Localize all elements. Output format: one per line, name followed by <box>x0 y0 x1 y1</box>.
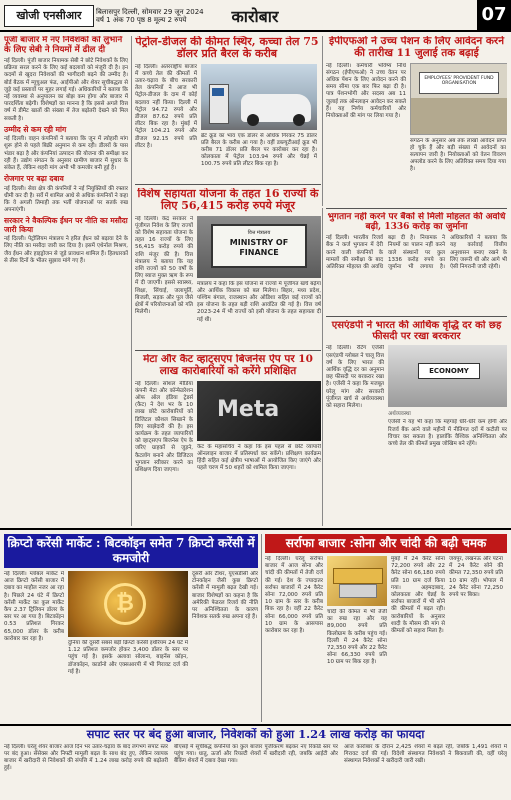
story-special <box>135 188 321 348</box>
edition-info <box>96 8 204 24</box>
epfo-sign: EMPLOYEES' PROVIDENT FUND ORGANISATION <box>419 72 499 94</box>
masthead <box>0 0 511 32</box>
body-crypto-1: नई दिल्ली। ग्लोबल मार्केट में आज क्रिप्टो करेंसी बाजार में दबाव का माहौल नजर आ रहा है। पिछले 24 घंटे में क्रिप्टो करेंसी मार्केट का कुल मार्केट कैप 2.37 ट्रिलियन डॉलर के स्तर पर आ गया है। बिटकॉइन 0.53 प्रतिशत गिरकर 65,000 डॉलर के करीब कारोबार कर रहा है। <box>4 571 64 642</box>
headline-snp: एसएंडपी ने भारत की आर्थिक वृद्धि दर को छह फीसदी पर रखा बरकरार <box>331 320 502 343</box>
story-bullion <box>265 534 507 722</box>
body-meta-1: नई दिल्ली। सोशल मीडिया कंपनी मेटा और कॉन्फेडरेशन ऑफ ऑल इंडिया ट्रेडर्स (कैट) ने देश भर के 10 लाख छोटे कारोबारियों को डिजिटल कौशल सिखाने के लिए साझेदारी की है। इस कार्यक्रम के तहत व्यापारियों को व्हाट्सएप बिजनेस ऐप के जरिए ग्राहकों से जुड़ने, कैटलॉग बनाने और डिजिटल भुगतान स्वीकार करने का प्रशिक्षण दिया जाएगा। <box>135 380 193 473</box>
body-sensex-3: आज कारोबार के दौरान 2,425 शेयरों में बढ़त रही, जबकि 1,491 शेयरों में गिरावट दर्ज की गई। विदेशी संस्थागत निवेशकों ने बिकवाली की, वहीं घरेलू संस्थागत निवेशकों ने खरीदारी जारी रखी। <box>344 743 507 765</box>
headline-sensex: सपाट स्तर पर बंद हुआ बाजार, निवेशकों को हुआ 1.24 लाख करोड़ का फायदा <box>86 728 425 741</box>
caption-snp: अर्थव्यवस्था <box>388 411 411 418</box>
edition-date: बिलासपुर दिल्ली, सोमवार 29 जून 2024 <box>96 8 204 16</box>
meta-logo-photo <box>197 381 321 441</box>
body-special-2: मंत्रालय ने कहा कि इस योजना से राज्यों में पूंजीगत खर्च बढ़ेगा और आर्थिक विकास को बल मिलेगा। बिहार, मध्य प्रदेश, पश्चिम बंगाल, राजस्थान और ओडिशा सहित कई राज्यों को इस योजना के तहत बड़ी राशि आवंटित की गई है। वित्त वर्ष 2023-24 में भी राज्यों को इसी योजना के तहत सहायता दी गई थी। <box>197 280 321 323</box>
body-bullion-2: चांदी की कीमत में भी तेजी का रुख रहा और यह 89,000 रुपये प्रति किलोग्राम के करीब पहुंच गई। दिल्ली में 24 कैरेट सोना 72,350 रुपये और 22 कैरेट सोना 66,330 रुपये प्रति 10 ग्राम पर बिक रहा है। <box>327 609 387 666</box>
column-divider <box>322 208 323 526</box>
column-divider <box>131 36 132 526</box>
headline-epfo: ईपीएफओ ने उच्च पेंशन के लिए आवेदन करने की तारीख 11 जुलाई तक बढ़ाई <box>328 36 505 59</box>
meta-logo: Meta <box>217 396 280 422</box>
body-meta-2: कैट के महासचिव ने कहा कि इस पहल से छोटे व्यापारी ऑनलाइन बाजार में प्रतिस्पर्धा कर सकेंगे। प्रशिक्षण कार्यक्रम हिंदी सहित कई क्षेत्रीय भाषाओं में आयोजित किए जाएंगे और पहले चरण में 50 शहरों को शामिल किया जाएगा। <box>197 443 321 472</box>
story-npa <box>326 212 507 312</box>
headline-crypto: क्रिप्टो करेंसी मार्केट : बिटकॉइन समेत 7 क्रिप्टो करेंसी में कमजोरी <box>4 534 258 568</box>
epfo-office-photo <box>410 63 507 135</box>
subhead-left-1: उम्मीद से कम रही मांग <box>4 124 67 134</box>
subhead-left-2: रोजगार पर बढ़ा दबाव <box>4 174 64 184</box>
ministry-sign: MINISTRY OF FINANCE <box>229 237 289 257</box>
body-left-3: नई दिल्ली। सेवा क्षेत्र की कंपनियों ने नई नियुक्तियों की रफ्तार धीमी कर दी है। सर्वे में शामिल आधे से अधिक कंपनियों ने कहा कि वे अगली तिमाही तक भर्ती योजनाओं पर सतर्क रुख अपनाएंगी। <box>4 185 128 214</box>
bitcoin-photo <box>68 571 188 637</box>
section-divider <box>326 208 507 209</box>
economy-label: ECONOMY <box>418 363 480 379</box>
bitcoin-icon: ₿ <box>104 583 146 625</box>
subhead-left-3: सरकार ने वैकल्पिक ईंधन पर नीति का मसौदा जारी किया <box>4 216 128 234</box>
headline-special: विशेष सहायता योजना के तहत 16 राज्यों के लिए 56,415 करोड़ रुपये मंजूर <box>137 188 319 213</box>
body-npa: नई दिल्ली। भारतीय रिजर्व बैंक ने कर्ज भुगतान में देरी करने वाली कंपनियों के मामलों की समीक्षा के बाद अतिरिक्त मोहलत की अवधि बढ़ा दी है। नियामक ने नियमों का पालन नहीं करने वाले संस्थानों पर कुल 1336 करोड़ रुपये का जुर्माना भी लगाया है। अधिकारियों ने बताया कि यह कार्रवाई वित्तीय अनुशासन बनाए रखने के लिए जरूरी थी और आगे भी ऐसी निगरानी जारी रहेगी। <box>326 235 507 270</box>
headline-meta: मेटा और कैट व्हाट्सएप बिजनेस ऐप पर 10 लाख कारोबारियों को करेंगे प्रशिक्षित <box>143 354 313 377</box>
story-left <box>4 36 128 524</box>
body-sensex-2: बीएसई में सूचीबद्ध कंपनियों का कुल बाजार पूंजीकरण बढ़कर नए रिकॉर्ड स्तर पर पहुंच गया। धातु, ऊर्जा और रियल्टी शेयरों में खरीदारी रही, जबकि आईटी और बैंकिंग शेयरों में दबाव देखा गया। <box>174 743 338 765</box>
body-bullion-3: मुंबई में 24 कैरेट सोना 72,200 रुपये और 22 कैरेट सोना 66,180 रुपये प्रति 10 ग्राम दर्ज किया गया। अहमदाबाद, कोलकाता और चेन्नई के सर्राफा बाजारों में भी सोने की कीमतों में बढ़त रही। कारोबारियों के अनुसार शादी के मौसम की मांग से कीमतों को सहारा मिला है। <box>391 556 445 635</box>
headline-bullion: सर्राफा बाजार :सोना और चांदी की बढ़ी चमक <box>265 534 507 553</box>
column-divider <box>322 36 323 206</box>
body-epfo-2: संगठन के अनुसार अब तक लाखों आवेदन प्राप्त हो चुके हैं और बड़ी संख्या में आवेदनों का सत्यापन जारी है। नियोक्ताओं को वेतन विवरण अपलोड करने के लिए अतिरिक्त समय दिया गया है। <box>410 137 506 173</box>
body-snp-2: एजेंसी ने यह भी कहा कि महंगाई धीरे-धीरे कम होगी और रिजर्व बैंक आने वाले महीनों में नीतिगत दरों में कटौती पर विचार कर सकता है। हालांकि वैश्विक अनिश्चितता और कच्चे तेल की कीमतें प्रमुख जोखिम बने रहेंगे। <box>388 419 507 447</box>
body-left-4: नई दिल्ली। पेट्रोलियम मंत्रालय ने हरित ईंधन को बढ़ावा देने के लिए नीति का मसौदा जारी कर दिया है। इसमें एथेनॉल मिश्रण, जैव ईंधन और हाइड्रोजन से जुड़े प्रावधान शामिल हैं। हितधारकों से तीस दिनों के भीतर सुझाव मांगे गए हैं। <box>4 236 128 264</box>
page-number: 07 <box>477 0 511 30</box>
headline-left: पूंजी बाजार में नए निवेशकों को लुभाने के लिए सेबी ने नियमों में ढील दी <box>4 36 123 55</box>
story-sensex <box>4 728 507 798</box>
petrol-pump-photo <box>201 64 317 130</box>
section-divider <box>326 316 507 317</box>
headline-petrol: पेट्रोल-डीजल की कीमत स्थिर, कच्चा तेल 75 डॉलर प्रति बैरल के करीब <box>135 36 319 61</box>
body-left-2: नई दिल्ली। वाहन कंपनियों ने बताया कि जून में त्योहारी मांग शुरू होने से पहले बिक्री अनुमान से कम रही। डीलरों के पास भंडार बढ़ा है और कंपनियां उत्पादन की योजना की समीक्षा कर रही हैं। उद्योग संगठन के अनुसार ग्रामीण बाजार में सुधार के संकेत हैं, लेकिन शहरी मांग अभी भी कमजोर बनी हुई है। <box>4 136 128 172</box>
band-divider <box>0 724 511 726</box>
ministry-sign-hindi: वित्त मंत्रालय <box>247 229 271 236</box>
section-title: कारोबार <box>231 7 279 26</box>
body-petrol-1: नई दिल्ली। अंतरराष्ट्रीय बाजार में कच्चे तेल की कीमतों में उतार-चढ़ाव के बीच सरकारी तेल कंपनियों ने आज भी पेट्रोल-डीजल के दाम में कोई बदलाव नहीं किया। दिल्ली में पेट्रोल 94.72 रुपये और डीजल 87.62 रुपये प्रति लीटर बिक रहा है। मुंबई में पेट्रोल 104.21 रुपये और डीजल 92.15 रुपये प्रति लीटर है। <box>135 63 197 149</box>
newspaper-logo: खोजी एनसीआर <box>4 5 94 27</box>
body-bullion-1: नई दिल्ली। घरेलू सर्राफा बाजार में आज सोना और चांदी की कीमतों में तेजी दर्ज की गई। देश के ज्यादातर सर्राफा बाजारों में 24 कैरेट सोना 72,000 रुपये प्रति 10 ग्राम के स्तर के करीब बिक रहा है। वहीं 22 कैरेट सोना 66,000 रुपये प्रति 10 ग्राम के आसपास कारोबार कर रहा है। <box>265 556 323 635</box>
body-left-1: नई दिल्ली। पूंजी बाजार नियामक सेबी ने छोटे निवेशकों के लिए प्रक्रिया सरल करने के लिए कई बदलावों को मंजूरी दी है। इन कदमों से खुदरा निवेशकों की भागीदारी बढ़ने की उम्मीद है। बोर्ड बैठक में म्यूचुअल फंड, आईपीओ और शेयर सूचीबद्धता से जुड़े कई प्रस्तावों पर मुहर लगाई गई। अधिकारियों ने बताया कि नई व्यवस्था से अनुपालन का बोझ कम होगा और बाजार में पारदर्शिता बढ़ेगी। विशेषज्ञों का मानना है कि इससे अगले वित्त वर्ष में डीमैट खातों की संख्या में तेज बढ़ोतरी देखने को मिल सकती है। <box>4 58 128 122</box>
body-epfo-1: नई दिल्ली। कर्मचारी भविष्य निधि संगठन (ईपीएफओ) ने उच्च वेतन पर अधिक पेंशन के लिए आवेदन करने की समय सीमा एक बार फिर बढ़ा दी है। पात्र पेंशनभोगी और सदस्य अब 11 जुलाई तक ऑनलाइन आवेदन कर सकते हैं। यह निर्णय कर्मचारियों और नियोक्ताओं की मांग पर लिया गया है। <box>326 62 406 119</box>
body-bullion-4: जयपुर, लखनऊ और पटना में 24 कैरेट सोने की कीमत 72,350 रुपये प्रति 10 ग्राम रही। भोपाल में 24 कैरेट सोना 72,250 रुपये पर बिका। <box>449 556 503 599</box>
body-snp-1: नई दिल्ली। रेटिंग एजेंसी एसएंडपी ग्लोबल ने चालू वित्त वर्ष के लिए भारत की आर्थिक वृद्धि दर का अनुमान छह फीसदी पर बरकरार रखा है। एजेंसी ने कहा कि मजबूत घरेलू मांग और सरकारी पूंजीगत खर्च से अर्थव्यवस्था को सहारा मिलेगा। <box>326 345 384 409</box>
story-petrol <box>135 36 319 182</box>
column-divider <box>261 534 262 722</box>
body-sensex-1: नई दिल्ली। घरेलू शेयर बाजार आज दिन भर उतार-चढ़ाव के बाद लगभग सपाट स्तर पर बंद हुआ। सेंसेक्स और निफ्टी मामूली बढ़त के साथ बंद हुए, लेकिन व्यापक बाजार में खरीदारी से निवेशकों की संपत्ति में 1.24 लाख करोड़ रुपये की बढ़ोतरी हुई। <box>4 743 168 772</box>
body-petrol-2: ब्रेंट क्रूड का भाव एक डॉलर से अधिक गिरकर 75 डॉलर प्रति बैरल के करीब आ गया है। वहीं डब्ल्यूटीआई क्रूड भी करीब 71 डॉलर प्रति बैरल पर कारोबार कर रहा है। कोलकाता में पेट्रोल 103.94 रुपये और चेन्नई में 100.75 रुपये प्रति लीटर बिक रहा है। <box>201 132 317 168</box>
story-snp <box>326 320 507 524</box>
edition-issue: वर्ष 1 अंक 70 पृष्ठ 8 मूल्य 2 रुपये <box>96 16 187 24</box>
economy-photo <box>388 345 507 407</box>
section-divider <box>135 184 321 185</box>
band-divider <box>0 528 511 530</box>
story-meta <box>135 354 321 524</box>
gold-photo <box>327 556 387 606</box>
body-special-1: नई दिल्ली। केंद्र सरकार ने पूंजीगत निवेश के लिए राज्यों को विशेष सहायता योजना के तहत 16 राज्यों के लिए 56,415 करोड़ रुपये की राशि मंजूर की है। वित्त मंत्रालय ने बताया कि यह राशि राज्यों को 50 वर्षों के लिए ब्याज मुक्त ऋण के रूप में दी जाएगी। इससे स्वास्थ्य, शिक्षा, सिंचाई, जलापूर्ति, बिजली, सड़क और पुल जैसे क्षेत्रों में परियोजनाओं को गति मिलेगी। <box>135 215 193 316</box>
body-crypto-2: दुनिया की दूसरी सबसे बड़ी क्रिप्टो करेंसी इथेरियम 24 घंटे में 1.12 प्रतिशत कमजोर होकर 3,400 डॉलर के स्तर पर पहुंच गई है। इसके अलावा सोलाना, बाइनेंस कॉइन, डॉजकॉइन, कार्डानो और एक्सआरपी में भी गिरावट दर्ज की गई है। <box>68 640 188 675</box>
story-crypto <box>4 534 258 722</box>
section-divider <box>135 350 321 351</box>
headline-npa: भुगतान नहीं करने पर बैंकों से मिली मोहलत की अवधि बढ़ी, 1336 करोड़ का जुर्माना <box>327 212 506 233</box>
story-epfo <box>326 36 507 206</box>
body-crypto-3: दूसरी ओर टीथर, यूएसडीसी और टोनकॉइन जैसी कुछ क्रिप्टो करेंसी में मामूली बढ़त देखी गई। बाजार विशेषज्ञों का कहना है कि अमेरिकी फेडरल रिजर्व की नीति पर अनिश्चितता के कारण निवेशक सतर्क रुख अपना रहे हैं। <box>192 571 258 621</box>
ministry-photo <box>197 216 321 278</box>
